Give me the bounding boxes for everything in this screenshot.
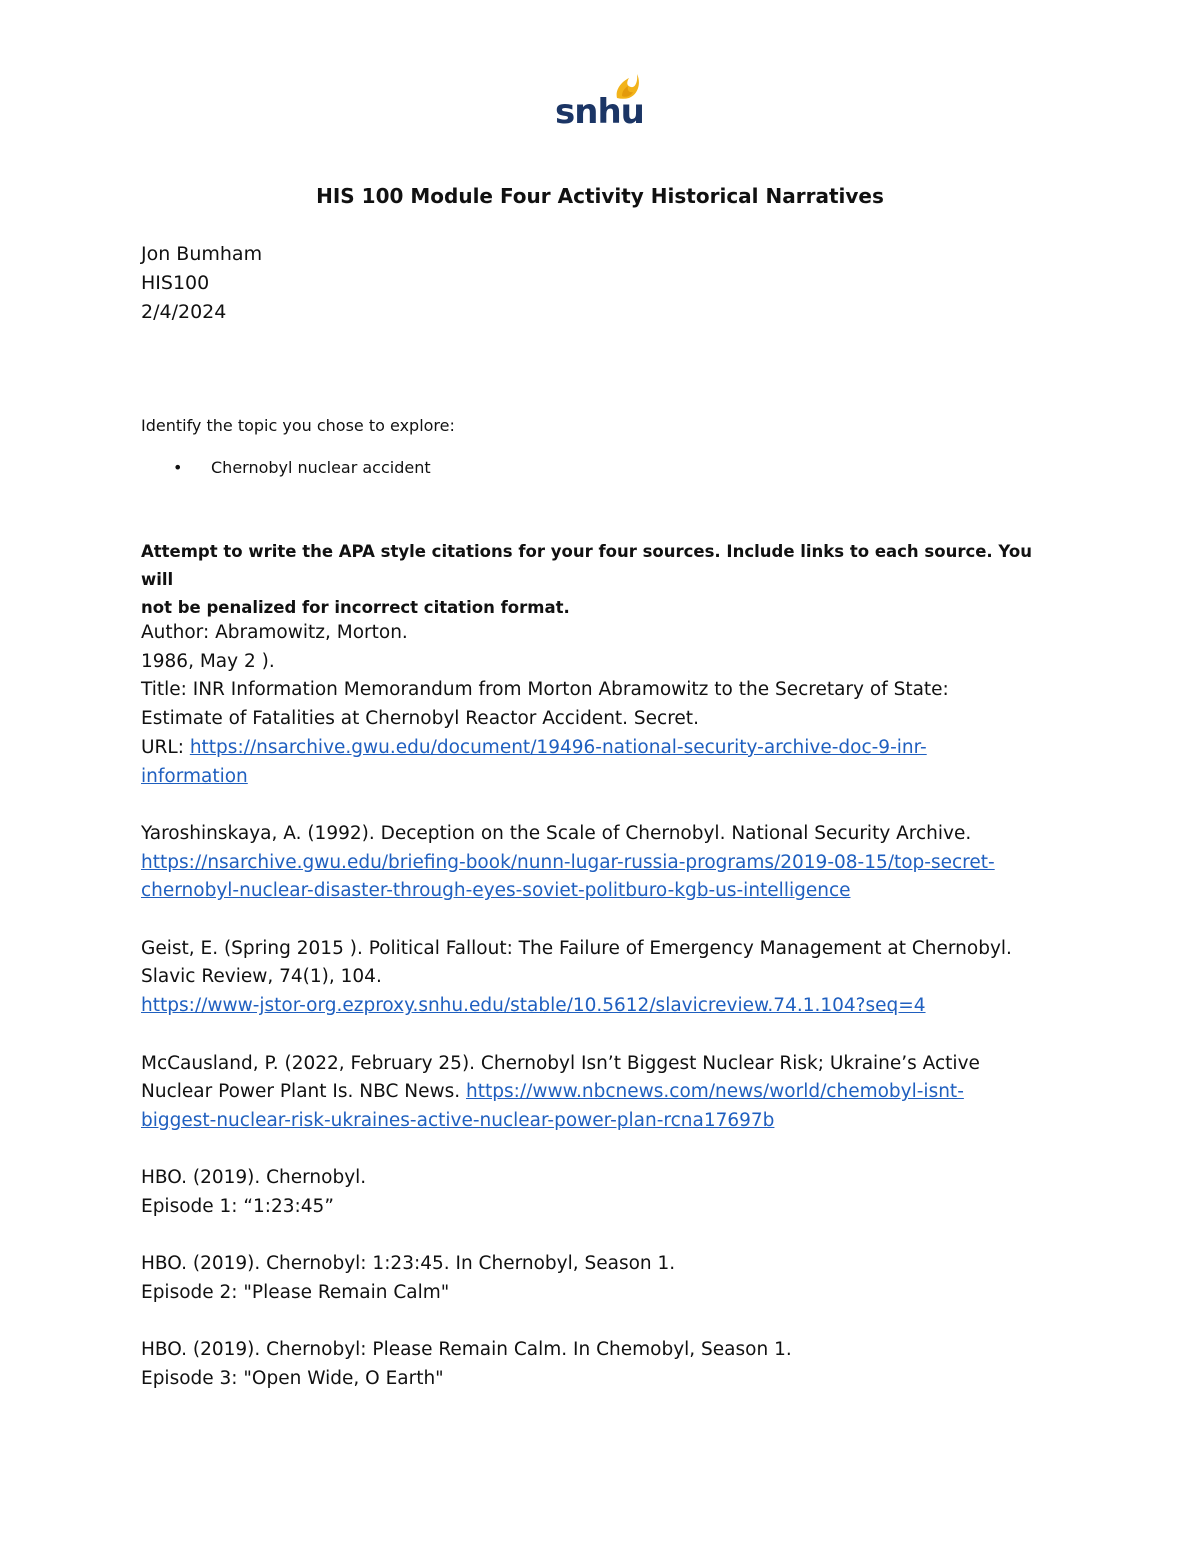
citation-text: HBO. (2019). Chernobyl. xyxy=(141,1167,367,1189)
citation-geist xyxy=(141,935,1071,1021)
citation-link[interactable]: https://www-jstor-org.ezproxy.snhu.edu/stable/10.5612/slavicreview.74.1.104?seq=4 xyxy=(141,995,926,1017)
citation-mccausland xyxy=(141,1050,1071,1136)
citation-title-cont: Estimate of Fatalities at Chernobyl Reactor Accident. Secret. xyxy=(141,708,699,730)
citation-link[interactable]: biggest-nuclear-risk-ukraines-active-nuclear-power-plan-rcna17697b xyxy=(141,1109,775,1131)
citation-yaroshinskaya xyxy=(141,820,1071,906)
citation-text: McCausland, P. (2022, February 25). Chernobyl Isn’t Biggest Nuclear Risk; Ukraine’s Active xyxy=(141,1052,980,1074)
citation-hbo-2 xyxy=(141,1250,1071,1307)
instructions-line: Attempt to write the APA style citations for your four sources. Include links to each source. You will xyxy=(141,542,1032,589)
citation-text: Nuclear Power Plant Is. NBC News. xyxy=(141,1081,466,1103)
episode-label: Episode 3: "Open Wide, O Earth" xyxy=(141,1368,444,1390)
citation-url-row xyxy=(141,734,1071,763)
episode-label: Episode 1: “1:23:45” xyxy=(141,1196,334,1217)
citation-abramowitz xyxy=(141,619,1071,791)
citation-date: 1986, May 2 ). xyxy=(141,650,275,672)
citation-text: Yaroshinskaya, A. (1992). Deception on the Scale of Chernobyl. National Security Archive. xyxy=(141,822,972,844)
citation-hbo-3 xyxy=(141,1336,1071,1393)
course-code: HIS100 xyxy=(141,272,210,294)
list-item xyxy=(141,456,431,480)
citation-author: Author: Abramowitz, Morton. xyxy=(141,622,408,643)
citation-url-row xyxy=(141,849,1071,878)
submission-date: 2/4/2024 xyxy=(141,301,227,323)
topic-prompt: Identify the topic you chose to explore: xyxy=(141,416,455,435)
citation-url-row xyxy=(141,877,1071,906)
instructions-line: not be penalized for incorrect citation format. xyxy=(141,598,570,617)
citation-link[interactable]: https://www.nbcnews.com/news/world/chemobyl-isnt- xyxy=(466,1081,964,1103)
citation-text: HBO. (2019). Chernobyl: Please Remain Calm. In Chemobyl, Season 1. xyxy=(141,1339,792,1361)
citation-list xyxy=(141,619,1071,1423)
logo-wordmark: snhu xyxy=(555,92,644,132)
citation-url-row xyxy=(141,1107,1071,1136)
citation-link[interactable]: information xyxy=(141,765,248,787)
citation-link[interactable]: chernobyl-nuclear-disaster-through-eyes-soviet-politburo-kgb-us-intelligence xyxy=(141,880,851,902)
citation-hbo-1 xyxy=(141,1164,1071,1221)
student-name: Jon Bumham xyxy=(141,243,263,265)
citation-url-row xyxy=(141,763,1071,792)
citation-text: Geist, E. (Spring 2015 ). Political Fallout: The Failure of Emergency Management at Chernobyl. xyxy=(141,937,1012,959)
bullet-icon: • xyxy=(173,458,183,477)
url-label: URL: xyxy=(141,736,190,758)
snhu-logo xyxy=(555,72,644,134)
topic-item-label: Chernobyl nuclear accident xyxy=(211,458,431,477)
episode-label: Episode 2: "Please Remain Calm" xyxy=(141,1282,450,1304)
citation-text: HBO. (2019). Chernobyl: 1:23:45. In Chernobyl, Season 1. xyxy=(141,1253,676,1275)
citation-url-row xyxy=(141,992,1071,1021)
citation-link[interactable]: https://nsarchive.gwu.edu/briefing-book/nunn-lugar-russia-programs/2019-08-15/top-secret- xyxy=(141,851,995,873)
author-info xyxy=(141,240,262,327)
citation-text: Slavic Review, 74(1), 104. xyxy=(141,966,382,988)
citation-title: Title: INR Information Memorandum from Morton Abramowitz to the Secretary of State: xyxy=(141,679,949,701)
citation-instructions xyxy=(141,538,1061,622)
citation-url-row xyxy=(141,1078,1071,1107)
page-title: HIS 100 Module Four Activity Historical Narratives xyxy=(316,184,884,208)
topic-list xyxy=(141,456,431,480)
citation-link[interactable]: https://nsarchive.gwu.edu/document/19496-national-security-archive-doc-9-inr- xyxy=(189,736,927,758)
